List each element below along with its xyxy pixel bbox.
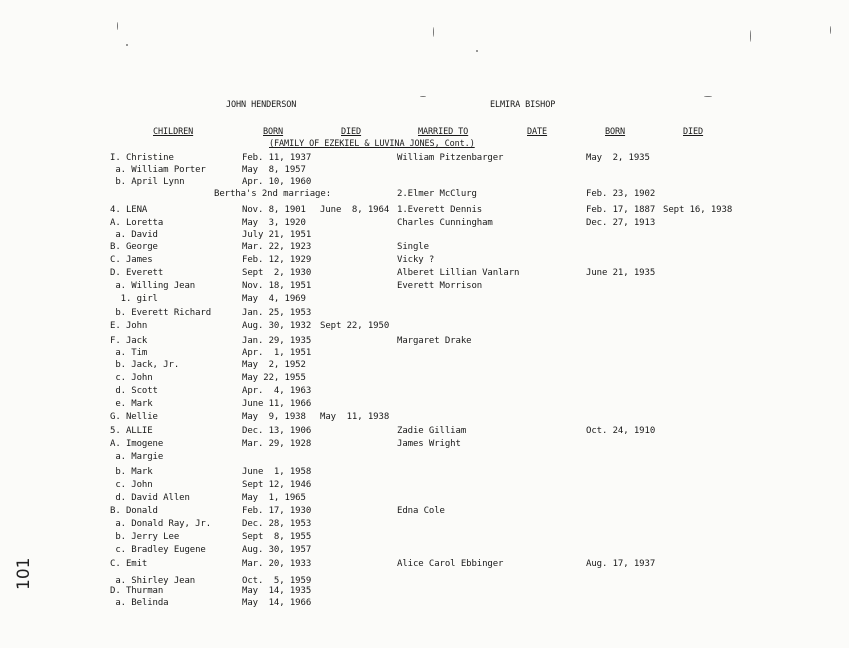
column-died: DIED xyxy=(341,127,362,137)
child-born: May 14, 1935 xyxy=(242,586,312,596)
child-name: 4. LENA xyxy=(110,205,148,215)
child-born: June 1, 1958 xyxy=(242,467,312,477)
child-name: D. Everett xyxy=(110,268,164,278)
child-born: Mar. 29, 1928 xyxy=(242,439,312,449)
scan-mark xyxy=(704,96,712,97)
child-name: a. Tim xyxy=(110,348,148,358)
spouse-name: Everett Morrison xyxy=(397,281,483,291)
scan-mark xyxy=(126,44,128,46)
column-date: DATE xyxy=(527,127,548,137)
spouse-name: James Wright xyxy=(397,439,461,449)
child-born: Apr. 1, 1951 xyxy=(242,348,312,358)
child-name: G. Nellie xyxy=(110,412,158,422)
child-name: b. Mark xyxy=(110,467,153,477)
child-born: May 14, 1966 xyxy=(242,598,312,608)
child-born: Dec. 13, 1906 xyxy=(242,426,312,436)
child-born: Sept 12, 1946 xyxy=(242,480,312,490)
child-name: b. April Lynn xyxy=(110,177,185,187)
child-name: c. John xyxy=(110,480,153,490)
child-name: C. James xyxy=(110,255,153,265)
spouse-born: June 21, 1935 xyxy=(586,268,656,278)
child-name: d. David Allen xyxy=(110,493,190,503)
child-born: Jan. 29, 1935 xyxy=(242,336,312,346)
scan-mark xyxy=(476,50,478,52)
child-born: Sept 8, 1955 xyxy=(242,532,312,542)
spouse-born: May 2, 1935 xyxy=(586,153,650,163)
child-name: b. Jerry Lee xyxy=(110,532,180,542)
child-born: Oct. 5, 1959 xyxy=(242,576,312,586)
child-name: a. William Porter xyxy=(110,165,206,175)
child-born: Mar. 20, 1933 xyxy=(242,559,312,569)
child-born: May 4, 1969 xyxy=(242,294,306,304)
child-name: C. Emit xyxy=(110,559,148,569)
child-born: Dec. 28, 1953 xyxy=(242,519,312,529)
child-name: a. Shirley Jean xyxy=(110,576,196,586)
child-name: B. George xyxy=(110,242,158,252)
scan-mark xyxy=(830,26,831,34)
child-born: May 8, 1957 xyxy=(242,165,306,175)
spouse-name: Alberet Lillian Vanlarn xyxy=(397,268,520,278)
child-name: b. Jack, Jr. xyxy=(110,360,180,370)
wife-name: ELMIRA BISHOP xyxy=(490,100,556,110)
child-name: a. Willing Jean xyxy=(110,281,196,291)
child-born: Aug. 30, 1932 xyxy=(242,321,312,331)
spouse-born: Aug. 17, 1937 xyxy=(586,559,656,569)
child-born: Nov. 8, 1901 xyxy=(242,205,306,215)
child-born: Jan. 25, 1953 xyxy=(242,308,312,318)
child-name: A. Loretta xyxy=(110,218,164,228)
child-born: Sept 2, 1930 xyxy=(242,268,312,278)
child-name: B. Donald xyxy=(110,506,158,516)
spouse-name: Edna Cole xyxy=(397,506,445,516)
spouse-born: Dec. 27, 1913 xyxy=(586,218,656,228)
column-spouse-born: BORN xyxy=(605,127,626,137)
scan-mark xyxy=(750,30,751,42)
child-born: Feb. 11, 1937 xyxy=(242,153,312,163)
child-name: c. John xyxy=(110,373,153,383)
spouse-name: 2.Elmer McClurg xyxy=(397,189,477,199)
spouse-name: Alice Carol Ebbinger xyxy=(397,559,504,569)
child-born: Mar. 22, 1923 xyxy=(242,242,312,252)
child-name: D. Thurman xyxy=(110,586,164,596)
child-died: Sept 22, 1950 xyxy=(320,321,390,331)
spouse-born: Oct. 24, 1910 xyxy=(586,426,656,436)
column-married-to: MARRIED TO xyxy=(418,127,469,137)
scan-mark xyxy=(117,22,118,30)
child-born: May 2, 1952 xyxy=(242,360,306,370)
child-name: b. Everett Richard xyxy=(110,308,212,318)
spouse-name: Single xyxy=(397,242,429,252)
child-born: May 1, 1965 xyxy=(242,493,306,503)
scan-mark xyxy=(433,27,434,37)
child-name: a. David xyxy=(110,230,158,240)
child-name: a. Belinda xyxy=(110,598,169,608)
page-number: 101 xyxy=(14,557,34,590)
child-born: May 3, 1920 xyxy=(242,218,306,228)
child-name: c. Bradley Eugene xyxy=(110,545,206,555)
scan-mark xyxy=(420,96,426,97)
child-name: 1. girl xyxy=(110,294,158,304)
spouse-name: Margaret Drake xyxy=(397,336,472,346)
child-born: June 11, 1966 xyxy=(242,399,312,409)
husband-name: JOHN HENDERSON xyxy=(226,100,297,110)
spouse-name: Vicky ? xyxy=(397,255,435,265)
spouse-name: William Pitzenbarger xyxy=(397,153,504,163)
child-born: July 21, 1951 xyxy=(242,230,312,240)
spouse-born: Feb. 23, 1902 xyxy=(586,189,656,199)
spouse-name: Zadie Gilliam xyxy=(397,426,467,436)
child-name: a. Margie xyxy=(110,452,164,462)
child-born: Aug. 30, 1957 xyxy=(242,545,312,555)
child-name: F. Jack xyxy=(110,336,148,346)
column-born: BORN xyxy=(263,127,284,137)
spouse-name: Charles Cunningham xyxy=(397,218,493,228)
child-born: Feb. 12, 1929 xyxy=(242,255,312,265)
child-born: Apr. 4, 1963 xyxy=(242,386,312,396)
child-name: I. Christine xyxy=(110,153,174,163)
child-born: Apr. 10, 1960 xyxy=(242,177,312,187)
child-name: A. Imogene xyxy=(110,439,164,449)
spouse-died: Sept 16, 1938 xyxy=(663,205,733,215)
child-died: May 11, 1938 xyxy=(320,412,390,422)
child-born: May 9, 1938 xyxy=(242,412,306,422)
child-died: June 8, 1964 xyxy=(320,205,390,215)
spouse-name: 1.Everett Dennis xyxy=(397,205,483,215)
child-name: e. Mark xyxy=(110,399,153,409)
child-born: May 22, 1955 xyxy=(242,373,306,383)
child-name: E. John xyxy=(110,321,148,331)
child-name: a. Donald Ray, Jr. xyxy=(110,519,212,529)
child-born: Feb. 17, 1930 xyxy=(242,506,312,516)
marriage-note: Bertha's 2nd marriage: xyxy=(214,189,332,199)
spouse-born: Feb. 17, 1887 xyxy=(586,205,656,215)
child-born: Nov. 18, 1951 xyxy=(242,281,312,291)
column-spouse-died: DIED xyxy=(683,127,704,137)
family-subtitle: (FAMILY OF EZEKIEL & LUVINA JONES, Cont.) xyxy=(269,139,475,149)
child-name: 5. ALLIE xyxy=(110,426,153,436)
column-children: CHILDREN xyxy=(153,127,194,137)
child-name: d. Scott xyxy=(110,386,158,396)
